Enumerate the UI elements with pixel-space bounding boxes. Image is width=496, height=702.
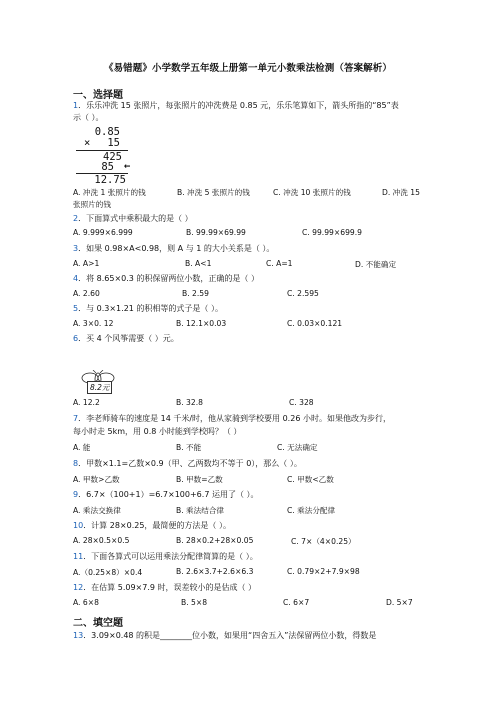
option-b: B. 冲洗 5 张照片的钱	[177, 188, 250, 197]
question-text: ．计算 28×0.25，最简便的方法是（ ）。	[83, 521, 231, 530]
question-number: 13	[73, 631, 84, 640]
calc-row-1: 0.85	[94, 126, 120, 138]
times-sign: ×	[84, 137, 91, 149]
option-c: C. 0.03×0.121	[287, 319, 343, 328]
question-number: 1	[73, 101, 79, 110]
question-text: ．如果 0.98×A<0.98，则 A 与 1 的大小关系是（ ）。	[78, 244, 275, 253]
question-text: ．在估算 5.09×7.9 时，误差较小的是估成（ ）	[83, 583, 257, 592]
option-c: C. 7×（4×0.25）	[291, 537, 356, 546]
option-a: A. 甲数>乙数	[73, 475, 120, 484]
question-number: 11	[73, 552, 84, 561]
option-a: A. 12.2	[73, 398, 100, 407]
page-title: 《易错题》小学数学五年级上册第一单元小数乘法检测（答案解析）	[103, 63, 392, 74]
option-c: C. 甲数<乙数	[287, 475, 334, 484]
option-c: C. 无法确定	[277, 443, 318, 452]
option-c: C. 冲洗 10 张照片的钱	[273, 188, 351, 197]
question-number: 12	[73, 583, 84, 592]
option-c: C. 6×7	[283, 598, 310, 607]
question-1-cont: 示（ ）。	[73, 113, 104, 122]
vertical-multiplication	[76, 126, 142, 186]
question-text: ．6.7×（100+1）=6.7×100+6.7 运用了（ ）。	[78, 490, 259, 499]
option-c: C. A=1	[266, 259, 293, 268]
option-a: A. 能	[73, 443, 91, 452]
option-d: D. 冲洗 15	[382, 188, 420, 197]
question-text: ．李老师骑车的速度是 14 千米/时，他从家骑到学校要用 0.26 小时。如果他改为步行，	[78, 414, 391, 423]
question-13	[73, 630, 376, 641]
question-number: 6	[73, 334, 79, 343]
option-a: A. 乘法交换律	[73, 506, 121, 515]
price-tag: 8.2元	[87, 381, 112, 394]
option-b: B. 2.6×3.7+2.6×6.3	[176, 567, 254, 576]
question-number: 4	[73, 274, 79, 283]
option-b: B. 12.1×0.03	[176, 319, 227, 328]
arrow-icon: ←	[124, 160, 131, 172]
question-text: ．与 0.3×1.21 的积相等的式子是（ ）。	[78, 304, 223, 313]
question-2	[73, 213, 193, 224]
option-a: A. 2.60	[73, 289, 100, 298]
option-a: A. 6×8	[73, 598, 99, 607]
option-b: B. A<1	[185, 259, 212, 268]
section-heading-fill: 二、填空题	[73, 618, 123, 629]
option-a: A. 28×0.5×0.5	[73, 536, 130, 545]
option-a: A. A>1	[73, 259, 100, 268]
calc-row-5: 12.75	[94, 174, 126, 186]
question-text: ．下面各算式可以运用乘法分配律简算的是（ ）。	[83, 552, 258, 561]
option-b: B. 99.99×69.99	[186, 228, 246, 237]
question-4	[73, 273, 259, 284]
question-text: ．下面算式中乘积最大的是（ ）	[78, 214, 193, 223]
option-c: C. 2.595	[287, 289, 319, 298]
option-d-cont: 张照片的钱	[73, 200, 111, 209]
calc-row-2: 15	[107, 137, 120, 149]
option-c: C. 0.79×2+7.9×98	[287, 567, 360, 576]
question-text: ．甲数×1.1=乙数×0.9（甲、乙两数均不等于 0），那么（ ）。	[78, 459, 302, 468]
question-10	[73, 520, 231, 531]
calc-row-4: 85	[101, 161, 114, 173]
question-number: 7	[73, 414, 79, 423]
question-number: 10	[73, 521, 84, 530]
option-d: D. 5×7	[386, 598, 413, 607]
calc-row-3: 425	[103, 151, 122, 163]
question-text: ．3.09×0.48 的积是________位小数，如果用“四舍五入”法保留两位小数，得数是	[83, 631, 377, 640]
question-number: 3	[73, 244, 79, 253]
question-12	[73, 582, 256, 593]
question-7-cont: 每小时走 5km，用 0.8 小时能到学校吗？（ ）	[73, 427, 242, 436]
option-b: B. 不能	[176, 443, 202, 452]
option-c: C. 99.99×699.9	[302, 228, 362, 237]
question-text: ．乐乐冲洗 15 张照片，每张照片的冲洗费是 0.85 元，乐乐笔算如下，箭头所指的“85”表	[78, 101, 399, 110]
question-9	[73, 489, 259, 500]
question-text: ．将 8.65×0.3 的积保留两位小数，正确的是（ ）	[78, 274, 259, 283]
option-b: B. 32.8	[176, 398, 203, 407]
option-a: A. 9.999×6.999	[73, 228, 133, 237]
question-11	[73, 551, 258, 562]
question-number: 2	[73, 214, 79, 223]
question-text: ．买 4 个风筝需要（ ）元。	[78, 334, 179, 343]
option-c: C. 328	[289, 398, 314, 407]
question-7	[73, 413, 391, 424]
question-1	[73, 100, 399, 111]
question-3	[73, 243, 274, 254]
option-c: C. 乘法分配律	[287, 506, 336, 515]
question-number: 8	[73, 459, 79, 468]
option-a: A.（0.25×8）×0.4	[73, 568, 143, 577]
option-d: D. 不能确定	[355, 260, 397, 269]
option-b: B. 28×0.2+28×0.05	[176, 536, 254, 545]
option-b: B. 甲数=乙数	[176, 475, 223, 484]
question-5	[73, 303, 223, 314]
option-b: B. 2.59	[182, 289, 209, 298]
question-6	[73, 333, 179, 344]
question-8	[73, 458, 302, 469]
option-a: A. 冲洗 1 张照片的钱	[73, 188, 146, 197]
option-b: B. 5×8	[181, 598, 208, 607]
option-a: A. 3×0. 12	[73, 319, 114, 328]
section-heading-choice: 一、选择题	[73, 90, 123, 101]
option-b: B. 乘法结合律	[176, 506, 225, 515]
question-number: 9	[73, 490, 79, 499]
question-number: 5	[73, 304, 79, 313]
